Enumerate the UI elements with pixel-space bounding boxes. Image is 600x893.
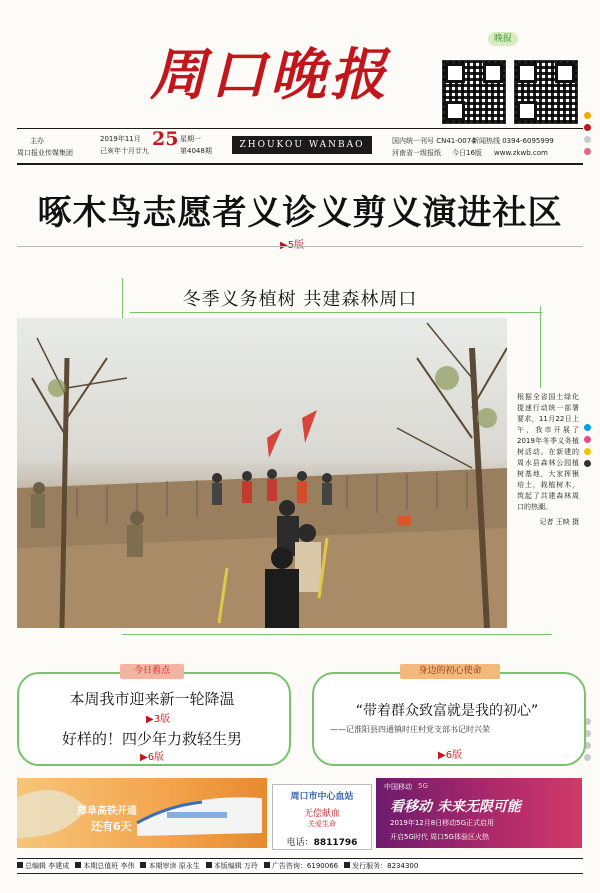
page-count: 今日16版 [452, 149, 482, 157]
footer-item: 本版编辑 万玲 [206, 861, 258, 871]
masthead-title: 周口晚报 [150, 42, 390, 108]
sponsor-name: 周口报业传媒集团 [17, 149, 73, 157]
today-story-2[interactable]: 好样的！四少年力救轻生男 [61, 730, 242, 748]
qr-code-left [442, 60, 506, 124]
footer-item: 本期审读 原永生 [140, 861, 199, 871]
footer-item: 本期总值班 李伟 [75, 861, 134, 871]
photo-title-rule [130, 312, 542, 313]
date-weekday: 星期一 [180, 135, 201, 143]
blood-ad-phone-number: 8811796 [313, 838, 358, 848]
blood-ad-title: 周口市中心血站 [290, 792, 354, 802]
today-story-1[interactable]: 本周我市迎来新一轮降温 [69, 690, 235, 708]
print-registration-dots-mid [584, 424, 591, 472]
issue-number: 第4048期 [180, 147, 212, 155]
masthead-badge: 晚报 [488, 32, 518, 46]
footer-item: 总编辑 李建成 [17, 861, 69, 871]
photo-byline: 记者 王映 摄 [539, 518, 579, 526]
footer-item: 广告咨询：6190066 [264, 861, 338, 871]
blood-ad-slogan-2: 关爱生命 [308, 820, 336, 828]
info-rule [17, 163, 583, 165]
photo-caption-text: 根据全省国土绿化提速行动统一部署要求，11月22日上午，我市开展了2019年冬季义务植树活动。在新建的周水县森林公园植树基地，大家挥锹培土，栽植树木，筑起了共建森林周口的热潮。 [517, 393, 579, 511]
frame-bottom-line [122, 634, 552, 635]
cn-code: 国内统一刊号 CN41-0074 [392, 137, 476, 145]
english-title-bar: ZHOUKOU WANBAO [232, 136, 372, 154]
blood-ad-phone [273, 835, 371, 848]
qr-code-right [514, 60, 578, 124]
blood-ad-phone-label: 电话： [286, 838, 314, 848]
today-tag: 今日看点 [120, 664, 184, 679]
lead-headline: 啄木鸟志愿者义诊义剪义演进社区 [37, 193, 563, 233]
print-registration-dots-top [584, 112, 591, 160]
today-story-2-ref: ▶6版 [140, 752, 165, 763]
tree-planting-photo [17, 318, 507, 628]
mobile-ad-slogan: 看移动 未来无限可能 [390, 799, 521, 815]
rail-ad[interactable] [17, 778, 267, 848]
photo-scene [17, 318, 507, 628]
hotline: 新闻热线 0394-6095999 [472, 137, 554, 145]
date-lunar: 己亥年十月廿九 [100, 147, 149, 155]
editorial-footer [17, 858, 583, 874]
mission-ref: ▶6版 [438, 750, 463, 761]
blood-ad-slogan: 无偿献血 [303, 809, 340, 819]
website: www.zkwb.com [494, 149, 548, 157]
photo-title: 冬季义务植树 共建森林周口 [182, 289, 418, 310]
rail-ad-line1: 郑阜高铁开通 [77, 806, 137, 817]
mission-quote[interactable]: “带着群众致富就是我的初心” [355, 703, 539, 719]
date-month: 2019年11月 [100, 135, 141, 143]
rail-ad-line2: 还有6天 [91, 820, 132, 833]
footer-item: 发行服务：8234300 [344, 861, 418, 871]
rail-ad-graphic [17, 778, 267, 848]
mission-subtitle: ——记淮阳县四通镇时庄村党支部书记时兴荣 [330, 725, 490, 734]
blood-station-ad[interactable] [272, 784, 372, 850]
frame-line-right [540, 306, 541, 388]
lead-headline-ref [280, 236, 304, 251]
sponsor-label: 主办 [30, 137, 44, 145]
mobile-ad-5g-badge: 5G [418, 782, 428, 790]
headline-rule [17, 246, 583, 247]
mission-tag: 身边的初心使命 [400, 664, 500, 679]
date-day: 25 [152, 128, 179, 150]
mobile-ad-brand: 中国移动 [384, 783, 412, 791]
photo-caption [517, 392, 579, 528]
mobile-ad-sub: 开启5G时代 周口5G体验区火热 [390, 833, 489, 841]
honor-text: 河南省一级报纸 [392, 149, 441, 157]
mobile-ad-event: 2019年12月8日移动5G正式启用 [390, 819, 495, 827]
top-rule [17, 128, 583, 129]
today-story-1-ref: ▶3版 [146, 714, 171, 725]
china-mobile-ad[interactable] [376, 778, 582, 848]
